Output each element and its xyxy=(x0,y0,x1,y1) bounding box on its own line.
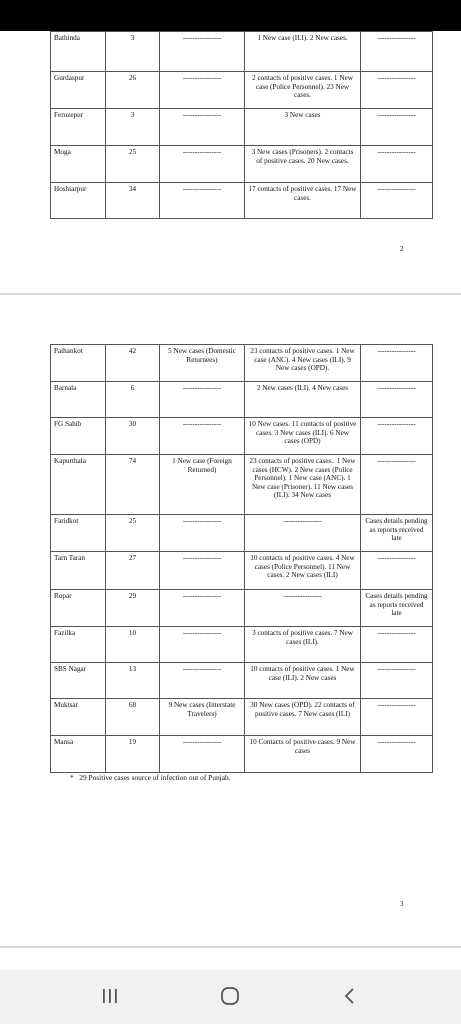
district-cell: FG Sahib xyxy=(51,418,106,455)
remarks-cell: ---------------- xyxy=(361,455,433,515)
source-cell: ---------------- xyxy=(160,736,245,773)
recents-button[interactable] xyxy=(90,982,130,1010)
table-row xyxy=(51,72,433,109)
source-cell: ---------------- xyxy=(160,382,245,418)
new-cases-cell: 10 contacts of positive cases. 1 New case (ILI). 2 New cases xyxy=(245,663,361,699)
new-cases-cell: 10 Contacts of positive cases. 9 New cases xyxy=(245,736,361,773)
count-cell: 10 xyxy=(106,627,160,663)
new-cases-cell: 2 New cases (ILI). 4 New cases xyxy=(245,382,361,418)
new-cases-cell: 30 New cases (OPD). 22 contacts of positive cases. 7 New cases (ILI) xyxy=(245,699,361,736)
remarks-cell: ---------------- xyxy=(361,552,433,590)
district-table-page-3 xyxy=(50,344,433,773)
new-cases-cell: 23 contacts of positive cases. 1 New case (ANC). 4 New cases (ILI). 9 New cases (OPD). xyxy=(245,345,361,382)
remarks-cell: ---------------- xyxy=(361,627,433,663)
count-cell: 29 xyxy=(106,590,160,627)
remarks-cell: Cases details pending as reports received late xyxy=(361,515,433,552)
source-cell: ---------------- xyxy=(160,418,245,455)
table-row xyxy=(51,663,433,699)
count-cell: 19 xyxy=(106,736,160,773)
home-button[interactable] xyxy=(210,982,250,1010)
table-row xyxy=(51,32,433,72)
new-cases-cell: 2 contacts of positive cases. 1 New case (Police Personnel). 23 New cases. xyxy=(245,72,361,109)
source-cell: ---------------- xyxy=(160,183,245,219)
remarks-cell: ---------------- xyxy=(361,109,433,146)
new-cases-cell: ---------------- xyxy=(245,590,361,627)
table-row xyxy=(51,382,433,418)
district-cell: Gurdaspur xyxy=(51,72,106,109)
source-cell: 1 New case (Foreign Returned) xyxy=(160,455,245,515)
remarks-cell: ---------------- xyxy=(361,699,433,736)
source-cell: ---------------- xyxy=(160,515,245,552)
remarks-cell: ---------------- xyxy=(361,183,433,219)
remarks-cell: ---------------- xyxy=(361,32,433,72)
district-cell: Ropar xyxy=(51,590,106,627)
table-row xyxy=(51,183,433,219)
district-cell: Kapurthala xyxy=(51,455,106,515)
navigation-bar xyxy=(0,970,461,1024)
new-cases-cell: 3 New cases (Prisoners). 2 contacts of positive cases. 20 New cases. xyxy=(245,146,361,183)
back-button[interactable] xyxy=(330,982,370,1010)
source-cell: ---------------- xyxy=(160,146,245,183)
count-cell: 25 xyxy=(106,515,160,552)
new-cases-cell: 17 contacts of positive cases. 17 New cases. xyxy=(245,183,361,219)
count-cell: 6 xyxy=(106,382,160,418)
page-number: 3 xyxy=(400,900,404,908)
table-row xyxy=(51,345,433,382)
remarks-cell: ---------------- xyxy=(361,345,433,382)
source-cell: 5 New cases (Domestic Returnees) xyxy=(160,345,245,382)
new-cases-cell: 10 New cases. 11 contacts of positive cases. 3 New cases (ILI). 6 New cases (OPD) xyxy=(245,418,361,455)
district-cell: Moga xyxy=(51,146,106,183)
new-cases-cell: 3 contacts of positive cases. 7 New cases (ILI). xyxy=(245,627,361,663)
source-cell: ---------------- xyxy=(160,663,245,699)
table-row xyxy=(51,418,433,455)
district-cell: Fazilka xyxy=(51,627,106,663)
footnote-marker: * xyxy=(70,773,74,782)
district-cell: Muktsar xyxy=(51,699,106,736)
count-cell: 27 xyxy=(106,552,160,590)
table-row xyxy=(51,736,433,773)
count-cell: 25 xyxy=(106,146,160,183)
district-cell: Hoshiarpur xyxy=(51,183,106,219)
count-cell: 3 xyxy=(106,32,160,72)
table-row xyxy=(51,109,433,146)
count-cell: 34 xyxy=(106,183,160,219)
remarks-cell: ---------------- xyxy=(361,418,433,455)
district-cell: Ferozepur xyxy=(51,109,106,146)
page-divider xyxy=(0,293,461,295)
recents-icon xyxy=(101,988,119,1004)
table-row xyxy=(51,515,433,552)
source-cell: ---------------- xyxy=(160,109,245,146)
remarks-cell: ---------------- xyxy=(361,146,433,183)
district-cell: Mansa xyxy=(51,736,106,773)
district-cell: Faridkot xyxy=(51,515,106,552)
table-body xyxy=(51,345,433,773)
page-divider xyxy=(0,946,461,948)
table-row xyxy=(51,590,433,627)
new-cases-cell: 23 contacts of positive cases.. 1 New cases (HCW). 2 New cases (Police Personnel). 1 New case (ANC). 1 New case (Prisoner). 11 New cases (ILI). 34 New cases xyxy=(245,455,361,515)
source-cell: ---------------- xyxy=(160,32,245,72)
new-cases-cell: 3 New cases xyxy=(245,109,361,146)
count-cell: 42 xyxy=(106,345,160,382)
back-icon xyxy=(343,987,357,1005)
source-cell: ---------------- xyxy=(160,72,245,109)
footnote-text: 29 Positive cases source of infection out of Punjab. xyxy=(79,773,231,782)
status-bar xyxy=(0,0,461,31)
table-row xyxy=(51,552,433,590)
footnote xyxy=(70,773,231,782)
table-body xyxy=(51,32,433,219)
remarks-cell: ---------------- xyxy=(361,382,433,418)
page-number: 2 xyxy=(400,245,404,253)
remarks-cell: ---------------- xyxy=(361,72,433,109)
remarks-cell: Cases details pending as reports received late xyxy=(361,590,433,627)
table-row xyxy=(51,699,433,736)
table-row xyxy=(51,146,433,183)
home-icon xyxy=(220,986,240,1006)
district-cell: Pathankot xyxy=(51,345,106,382)
table-row xyxy=(51,627,433,663)
district-cell: SBS Nagar xyxy=(51,663,106,699)
count-cell: 30 xyxy=(106,418,160,455)
remarks-cell: ---------------- xyxy=(361,663,433,699)
remarks-cell: ---------------- xyxy=(361,736,433,773)
district-cell: Tarn Taran xyxy=(51,552,106,590)
source-cell: ---------------- xyxy=(160,627,245,663)
count-cell: 3 xyxy=(106,109,160,146)
new-cases-cell: 1 New case (ILI). 2 New cases. xyxy=(245,32,361,72)
district-cell: Bathinda xyxy=(51,32,106,72)
count-cell: 74 xyxy=(106,455,160,515)
district-table-page-2 xyxy=(50,31,433,219)
count-cell: 26 xyxy=(106,72,160,109)
district-cell: Barnala xyxy=(51,382,106,418)
new-cases-cell: ---------------- xyxy=(245,515,361,552)
count-cell: 68 xyxy=(106,699,160,736)
source-cell: ---------------- xyxy=(160,552,245,590)
count-cell: 13 xyxy=(106,663,160,699)
source-cell: 9 New cases (Interstate Travelers) xyxy=(160,699,245,736)
new-cases-cell: 10 contacts of positive cases. 4 New cases (Police Personnel). 11 New cases. 2 New cases (ILI) xyxy=(245,552,361,590)
source-cell: ---------------- xyxy=(160,590,245,627)
table-row xyxy=(51,455,433,515)
